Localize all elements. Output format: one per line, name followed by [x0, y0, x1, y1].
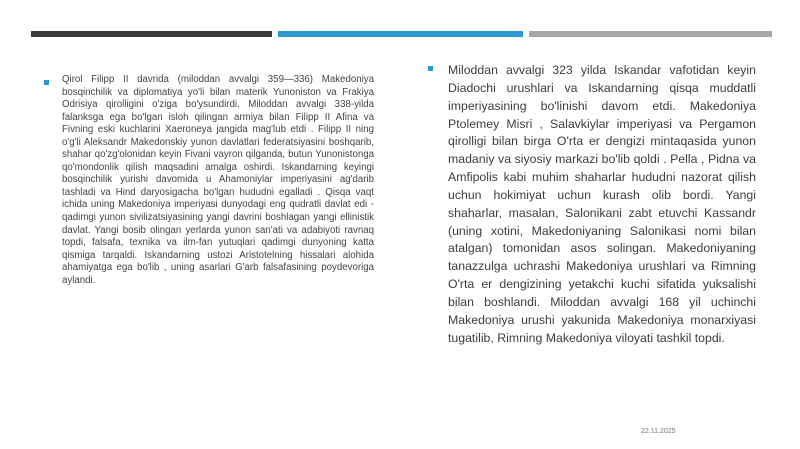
bullet-square-icon	[44, 80, 49, 85]
right-text-column	[430, 62, 756, 348]
left-text-column	[44, 74, 374, 287]
slide-date: 22.11.2025	[641, 428, 676, 435]
top-bar-dark	[31, 31, 272, 37]
right-bullet-item	[430, 62, 756, 348]
decorative-top-bars	[31, 31, 772, 37]
bullet-square-icon	[428, 66, 433, 71]
top-bar-blue	[278, 31, 523, 37]
right-paragraph: Miloddan avvalgi 323 yilda Iskandar vafotidan keyin Diadochi urushlari va Iskandarning qisqa muddatli imperiyasining bo'linishi davom etdi. Makedoniya Ptolemey Misri , Salavkiylar imperiyasi va Pergamon qirolligi bilan birga O'rta er dengizi mintaqasida yunon madaniy va siyosiy markazi bo'lib qoldi . Pella , Pidna va Amfipolis kabi muhim shaharlar hududni nazorat qilish uchun hokimiyat uchun kurash olib bordi. Yangi shaharlar, masalan, Salonikani zabt etuvchi Kassandr (uning xotini, Makedoniyaning Salonikasi nomi bilan atalgan) tomonidan asos solingan. Makedoniyaning tanazzulga uchrashi Makedoniya urushlari va Rimning O'rta er dengizining yetakchi kuchi sifatida yuksalishi bilan boshlandi. Miloddan avvalgi 168 yil uchinchi Makedoniya urushi yakunida Makedoniya monarxiyasi tugatilib, Rimning Makedoniya viloyati tashkil topdi.	[448, 63, 756, 345]
top-bar-gray	[529, 31, 772, 37]
left-bullet-item	[44, 74, 374, 287]
left-paragraph: Qirol Filipp II davrida (miloddan avvalgi 359—336) Makedoniya bosqinchilik va diplomatiya yo'li bilan materik Yunoniston va Frakiya Odrisiya qirolligini o'ziga bo'ysundirdi. Miloddan avvalgi 338-yilda falanksga ega bo'lgan isloh qilingan armiya bilan Filipp II Afina va Fivning eski kuchlarini Xaeroneya jangida mag'lub etdi . Filipp II ning o'g'li Aleksandr Makedonskiy yunon davlatlari federatsiyasini boshqarib, shahar qo'zg'olonidan keyin Fivani vayron qilganda, butun Yunonistonga qo'mondonlik qilish maqsadini amalga oshirdi. Iskandarning keyingi bosqinchilik yurishi davomida u Ahamoniylar imperiyasini ag'darib tashladi va Hind daryosigacha bo'lgan hududni egalladi . Qisqa vaqt ichida uning Makedoniya imperiyasi dunyodagi eng qudratli davlat edi - qadimgi yunon sivilizatsiyasining yangi davrini boshlagan yangi ellinistik davlat. Yangi bosib olingan yerlarda yunon san'ati va adabiyoti ravnaq topdi, falsafa, texnika va ilm-fan yutuqlari qadimgi dunyoning katta qismiga tarqaldi. Iskandarning ustozi Aristotelning hissalari alohida ahamiyatga ega bo'lib , uning asarlari G'arb falsafasining poydevoriga aylandi.	[62, 74, 374, 286]
